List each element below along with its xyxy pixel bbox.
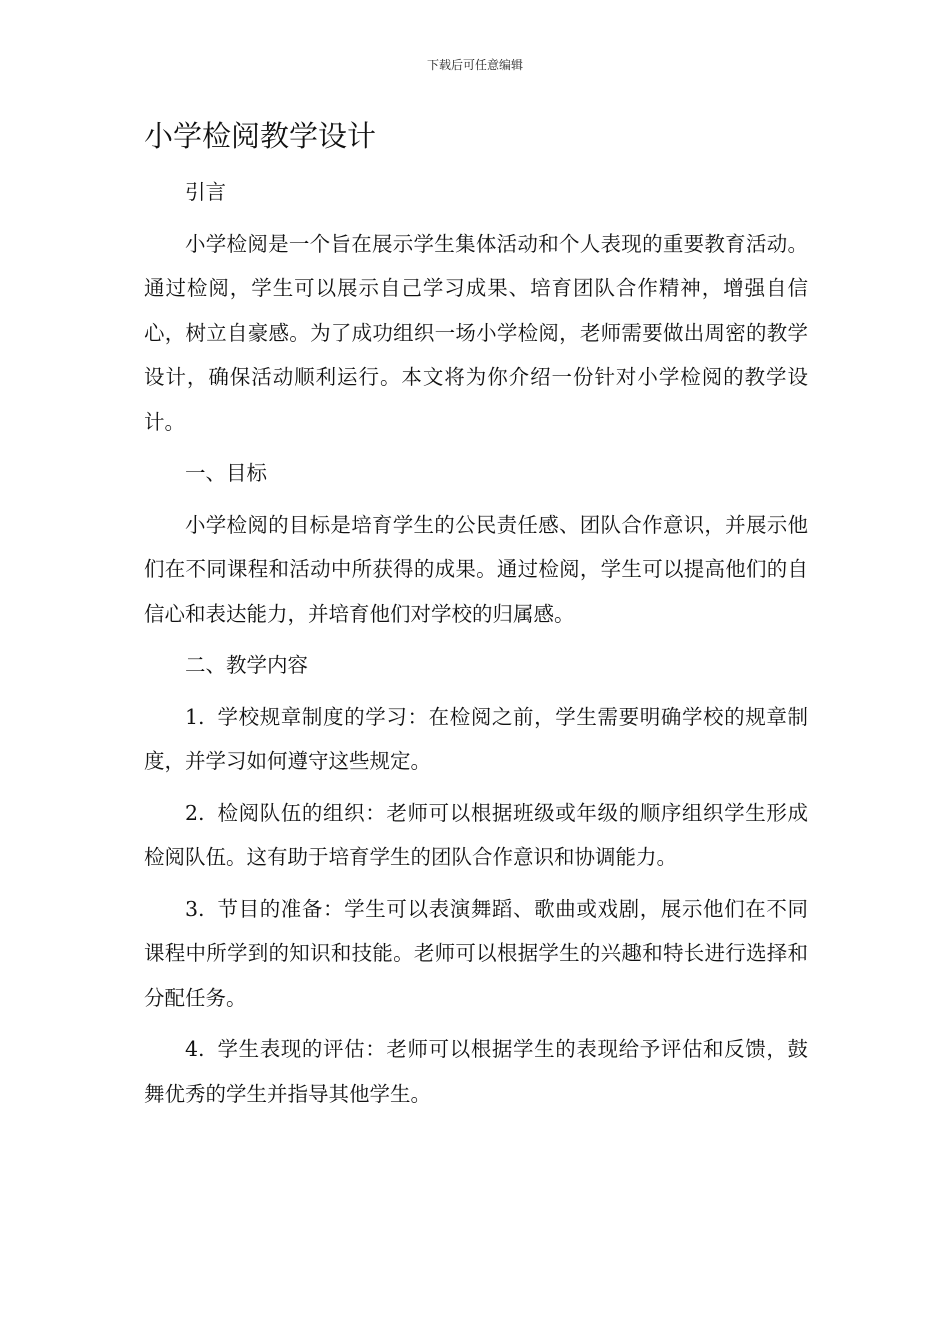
list-item — [144, 1027, 808, 1116]
list-item-number: 2. — [185, 800, 205, 825]
list-item — [144, 791, 808, 880]
list-item-text: 学校规章制度的学习：在检阅之前，学生需要明确学校的规章制度，并学习如何遵守这些规定。 — [144, 704, 808, 773]
list-item-text: 检阅队伍的组织：老师可以根据班级或年级的顺序组织学生形成检阅队伍。这有助于培育学生的团队合作意识和协调能力。 — [144, 800, 808, 869]
intro-paragraph: 小学检阅是一个旨在展示学生集体活动和个人表现的重要教育活动。通过检阅，学生可以展示自己学习成果、培育团队合作精神，增强自信心，树立自豪感。为了成功组织一场小学检阅，老师需要做出周密的教学设计，确保活动顺利运行。本文将为你介绍一份针对小学检阅的教学设计。 — [144, 231, 808, 434]
intro-heading: 引言 — [185, 180, 226, 204]
list-item — [144, 887, 808, 1021]
list-item-number: 3. — [185, 896, 205, 921]
section-goal-paragraph: 小学检阅的目标是培育学生的公民责任感、团队合作意识，并展示他们在不同课程和活动中所获得的成果。通过检阅，学生可以提高他们的自信心和表达能力，并培育他们对学校的归属感。 — [144, 512, 808, 626]
list-item-text: 学生表现的评估：老师可以根据学生的表现给予评估和反馈，鼓舞优秀的学生并指导其他学生。 — [144, 1037, 808, 1106]
list-item-number: 1. — [185, 704, 205, 729]
list-item-text: 节目的准备：学生可以表演舞蹈、歌曲或戏剧，展示他们在不同课程中所学到的知识和技能。老师可以根据学生的兴趣和特长进行选择和分配任务。 — [144, 896, 808, 1010]
document-body — [144, 170, 808, 1123]
header-note: 下载后可任意编辑 — [426, 58, 523, 72]
list-item — [144, 695, 808, 784]
section-content-heading: 二、教学内容 — [185, 653, 308, 677]
section-goal-heading: 一、目标 — [185, 461, 267, 485]
list-item-number: 4. — [185, 1037, 205, 1061]
document-title: 小学检阅教学设计 — [144, 119, 377, 153]
